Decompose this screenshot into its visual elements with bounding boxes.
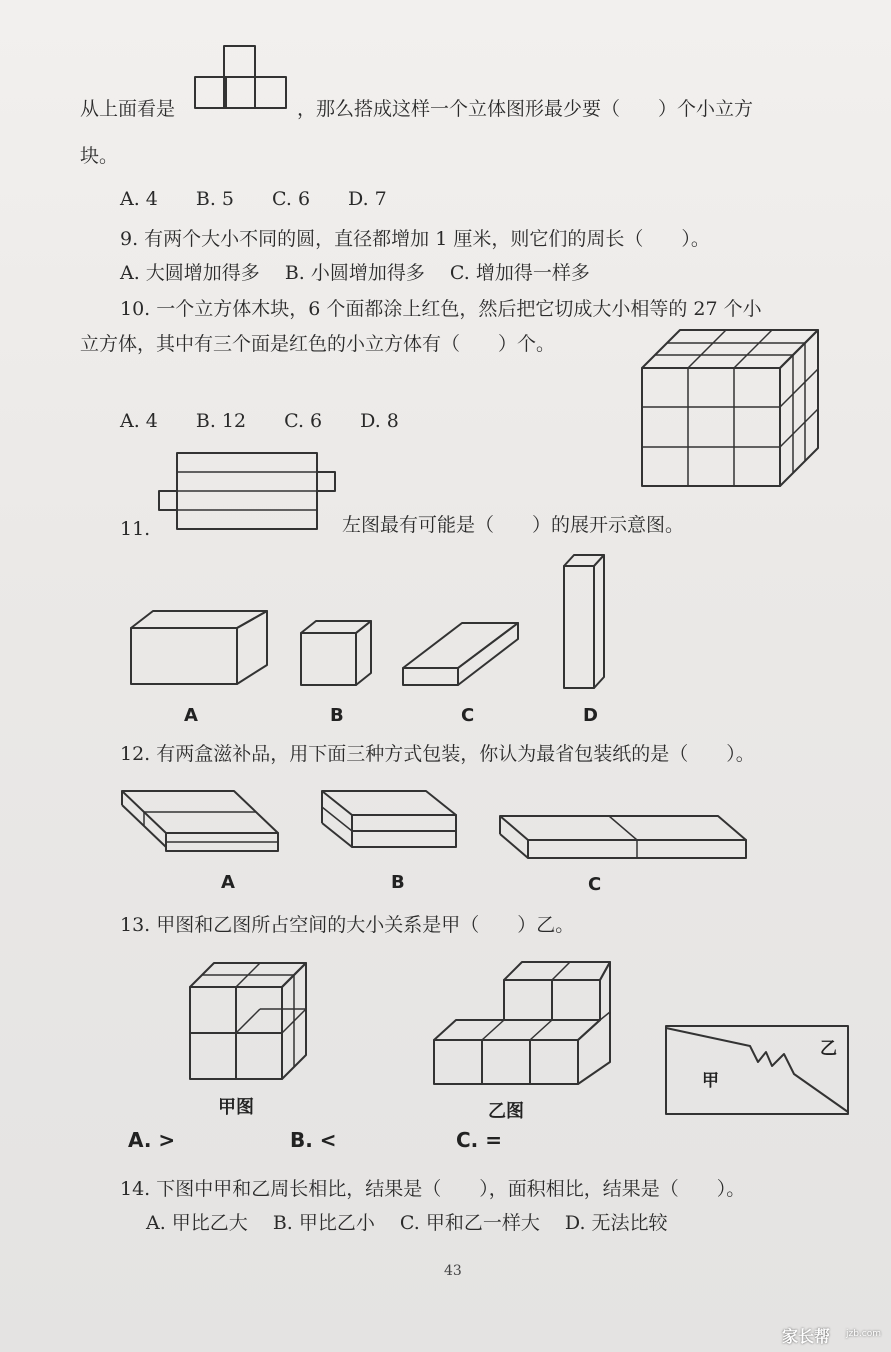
q11-number: 11.	[120, 518, 151, 540]
q14-stem: 14. 下图中甲和乙周长相比，结果是（ ），面积相比，结果是（ ）。	[120, 1178, 746, 1200]
q11-net-figure	[156, 450, 340, 532]
q10-line1: 10. 一个立方体木块，6 个面都涂上红色，然后把它切成大小相等的 27 个小	[120, 298, 762, 320]
q12-label-c: C	[588, 874, 602, 895]
q8-top-view-figure	[194, 44, 290, 110]
q9-options: A. 大圆增加得多 B. 小圆增加得多 C. 增加得一样多	[120, 262, 590, 284]
q8-continuation: 块。	[80, 145, 119, 167]
q13-stem: 13. 甲图和乙图所占空间的大小关系是甲（ ）乙。	[120, 914, 575, 936]
q8-suffix: ，那么搭成这样一个立体图形最少要（ ）个小立方	[297, 98, 754, 120]
q9-stem: 9. 有两个大小不同的圆，直径都增加 1 厘米，则它们的周长（ ）。	[120, 228, 710, 250]
q10-line2: 立方体，其中有三个面是红色的小立方体有（ ）个。	[80, 333, 556, 355]
q14-region-yi: 乙	[820, 1039, 837, 1059]
q12-option-a-package	[118, 785, 284, 857]
page-number: 43	[444, 1263, 462, 1279]
q14-region-jia: 甲	[702, 1071, 719, 1091]
q13-label-jia: 甲图	[218, 1097, 254, 1118]
q12-label-b: B	[391, 872, 405, 893]
watermark-url: jzb.com	[846, 1329, 882, 1339]
q10-cube-figure	[638, 326, 824, 490]
q13-figure-jia	[186, 955, 322, 1085]
q11-stem: 左图最有可能是（ ）的展开示意图。	[342, 514, 685, 536]
q12-stem: 12. 有两盒滋补品，用下面三种方式包装，你认为最省包装纸的是（ ）。	[120, 743, 755, 765]
q11-label-c: C	[461, 705, 475, 726]
q11-label-b: B	[330, 705, 344, 726]
q10-options: A. 4 B. 12 C. 6 D. 8	[120, 410, 399, 432]
q11-label-a: A	[184, 705, 198, 726]
q11-option-c-slab	[400, 618, 524, 690]
q8-prefix: 从上面看是	[80, 98, 176, 120]
q13-figure-yi	[430, 958, 614, 1088]
q11-label-d: D	[583, 705, 598, 726]
q12-label-a: A	[221, 872, 235, 893]
q11-option-a-box	[128, 608, 272, 688]
q11-option-b-cube	[298, 618, 378, 690]
q11-option-d-column	[560, 552, 610, 692]
q14-options: A. 甲比乙大 B. 甲比乙小 C. 甲和乙一样大 D. 无法比较	[146, 1212, 668, 1234]
q13-option-b: B. <	[290, 1128, 337, 1152]
watermark-logo: 家长帮	[782, 1327, 831, 1346]
q12-option-c-package	[496, 810, 752, 862]
q13-label-yi: 乙图	[488, 1101, 524, 1122]
q12-option-b-package	[318, 785, 462, 853]
q8-options: A. 4 B. 5 C. 6 D. 7	[120, 188, 387, 210]
q13-option-a: A. >	[128, 1128, 176, 1152]
q14-rectangle-figure	[662, 1024, 852, 1118]
q13-option-c: C. =	[456, 1128, 502, 1152]
